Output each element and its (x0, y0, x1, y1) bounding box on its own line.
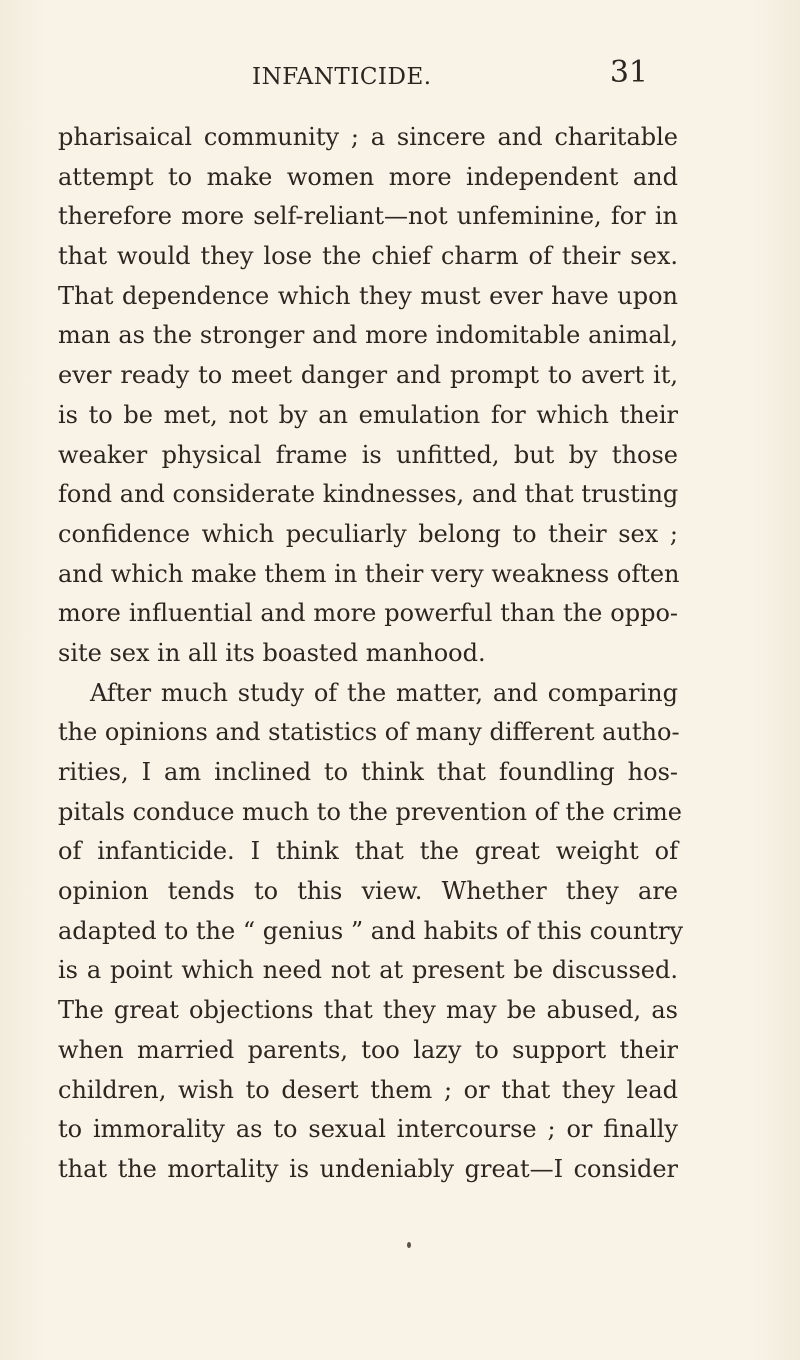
text-line: to immorality as to sexual intercourse ; or finally (58, 1115, 678, 1144)
running-head: INFANTICIDE. (252, 64, 432, 90)
text-line: pharisaical community ; a sincere and charitable (58, 123, 678, 151)
text-line: weaker physical frame is unfitted, but by those (58, 440, 678, 469)
page-header (0, 55, 800, 92)
text-line: and which make them in their very weakness often (58, 559, 680, 588)
text-line: the opinions and statistics of many different autho- (58, 718, 680, 747)
text-line: man as the stronger and more indomitable animal, (58, 321, 678, 350)
text-line: That dependence which they must ever have upon (58, 281, 678, 310)
text-line: opinion tends to this view. Whether they are (58, 877, 678, 906)
paragraph-end-line: site sex in all its boasted manhood. (58, 638, 486, 667)
body-text (58, 118, 684, 1190)
text-line: of infanticide. I think that the great weight of (58, 837, 678, 866)
text-line: when married parents, too lazy to support their (58, 1035, 678, 1064)
text-line: confidence which peculiarly belong to their sex ; (58, 519, 678, 548)
text-line: ever ready to meet danger and prompt to avert it, (58, 361, 678, 390)
text-line: that the mortality is undeniably great—I consider (58, 1154, 678, 1183)
text-line: is a point which need not at present be discussed. (58, 956, 678, 985)
text-line: The great objections that they may be abused, as (58, 996, 678, 1025)
text-line: adapted to the “ genius ” and habits of this country (58, 916, 684, 945)
text-line: children, wish to desert them ; or that they lead (58, 1075, 678, 1104)
text-line: more influential and more powerful than the oppo- (58, 599, 678, 628)
text-line: pitals conduce much to the prevention of the crime (58, 797, 683, 826)
ink-speck (407, 1242, 411, 1248)
page-number: 31 (609, 55, 648, 90)
text-line: fond and considerate kindnesses, and that trusting (58, 480, 679, 509)
text-line: is to be met, not by an emulation for which their (58, 400, 678, 429)
text-line: rities, I am inclined to think that foundling hos- (58, 758, 678, 786)
text-line: that would they lose the chief charm of their sex. (58, 242, 678, 271)
text-line: therefore more self-reliant—not unfeminine, for in (58, 202, 678, 231)
text-line: attempt to make women more independent and (58, 162, 678, 191)
paragraph-start-line: After much study of the matter, and comparing (90, 678, 678, 707)
